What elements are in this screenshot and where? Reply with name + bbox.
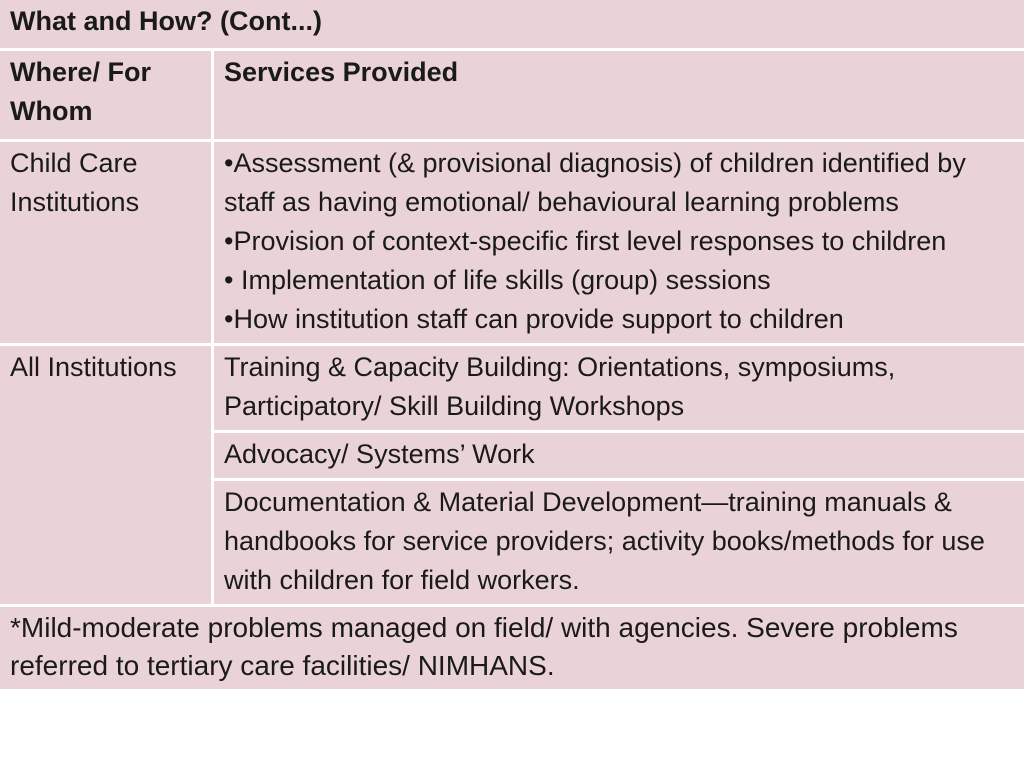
header-where-for-whom: Where/ For Whom <box>0 51 214 142</box>
service-training: Training & Capacity Building: Orientations, symposiums, Participatory/ Skill Building Workshops <box>214 346 1024 433</box>
service-documentation: Documentation & Material Development—training manuals & handbooks for service providers; activity books/methods for use with children for field workers. <box>214 481 1024 607</box>
where-all-institutions: All Institutions <box>0 346 214 607</box>
footnote-row <box>0 607 1024 692</box>
services-child-care <box>214 142 1024 346</box>
where-child-care-institutions: Child Care Institutions <box>0 142 214 346</box>
title-row <box>0 0 1024 51</box>
table-row <box>0 142 1024 346</box>
header-row <box>0 51 1024 142</box>
service-advocacy: Advocacy/ Systems’ Work <box>214 433 1024 481</box>
service-bullet: • Provision of context-specific first level responses to children <box>224 222 1016 261</box>
service-bullet: • Implementation of life skills (group) sessions <box>224 261 1016 300</box>
table-title: What and How? (Cont...) <box>0 0 1024 51</box>
table-row <box>0 346 1024 433</box>
header-services-provided: Services Provided <box>214 51 1024 142</box>
service-bullet: • Assessment (& provisional diagnosis) of children identified by staff as having emotional/ behavioural learning problems <box>224 144 1016 222</box>
service-bullet: • How institution staff can provide support to children <box>224 300 1016 339</box>
footnote: *Mild-moderate problems managed on field/ with agencies. Severe problems referred to tertiary care facilities/ NIMHANS. <box>0 607 1024 692</box>
